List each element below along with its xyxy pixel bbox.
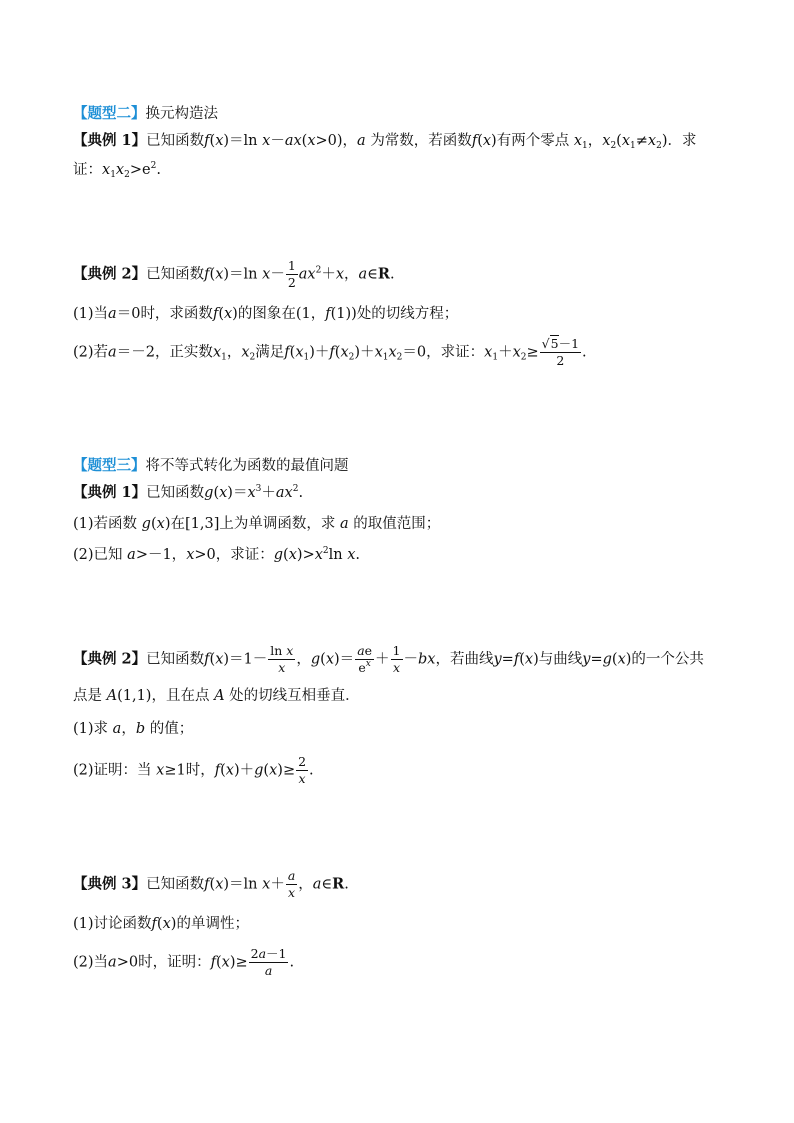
example-text: 已知函数 [146,876,205,893]
example-text: 有两个零点 [496,133,570,149]
fraction: $\frac{1}{2}$ [287,258,296,290]
example-text: 为常数，若函数 [370,133,472,149]
question-text: ，求证： [426,344,485,361]
question-text: (2)证明：当 [73,762,152,779]
s3-example2-line2: 点是 A(1,1)，且在点 A 处的切线互相垂直． [73,688,360,704]
example-text: 与曲线 [538,651,583,668]
s2-example2-line1: 【典例 2】已知函数f(x)＝ln x－ $\frac{1}{2}$ $ax^2+x$，a∈R. [73,258,395,290]
question-text: 时， [185,762,215,779]
section-bracket-open: 【 [73,105,88,122]
s3-example1-q2: (2)已知 a>－1，x>0，求证：$g(x)>x^2\ln$ x. [73,546,361,563]
example-tag: 【典例 2】 [73,265,147,283]
question-text: (2)当 [73,954,109,971]
s2-example1-line2: 证：$x_1x_2>e^2$. [73,161,161,180]
section-title: 将不等式转化为函数的最值问题 [145,458,349,474]
section-bracket-open: 【 [73,457,88,474]
s3-example2-q1: (1)求 a，b 的值； [73,721,194,737]
fraction: $\frac{a}{x}$ [287,868,296,900]
example-text: 已知函数 [146,266,205,283]
question-text: 时，求函数 [140,306,213,322]
example-tag: 【典例 2】 [73,650,147,668]
fraction: $\frac{ae}{e^x}$ [357,643,373,675]
example-text: 证： [73,162,102,178]
question-text: (1)讨论函数 [73,916,152,932]
question-text: ，求证： [215,547,274,563]
example-text: 已知函数 [146,651,205,668]
example-text: 已知函数 [146,133,205,149]
s3-example3-line1: 【典例 3】已知函数f(x)＝ln x＋ $\frac{a}{x}$ ，a∈R. [73,868,349,900]
section-title: 换元构造法 [145,106,218,122]
question-text: (1)当 [73,306,109,322]
fraction: $\frac{2}{x}$ [298,754,307,786]
question-text: (2)已知 [73,547,123,563]
section-label: 题型三 [87,457,131,474]
question-text: 的图象在 [237,306,296,322]
section-heading-type3 [73,454,349,475]
question-text: (1)求 [73,721,109,737]
s3-example2-line1: 【典例 2】已知函数f(x)＝1－ $\frac{\text{ln x}}{x}$ ，g(x)＝ $\frac{ae}{e^x}$ ＋ $\frac{1}{x}$ －bx，若曲线y=f(x)与曲线y=g(x)的一个公共 [73,643,704,675]
question-text: 处的切线方程； [356,306,459,322]
question-text: (1)若函数 [73,516,138,532]
question-text: 时，证明： [138,954,211,971]
s3-example1-q1: (1)若函数 g(x)在[1,3]上为单调函数，求 a 的取值范围； [73,516,441,532]
example-text: ，若曲线 [435,651,494,668]
fraction: $\frac{√5-1}{2}$ [541,336,580,368]
example-text: ．求 [667,133,697,149]
example-text: 的一个公共 [631,651,704,668]
s2-example1-line1: 【典例 1】已知函数f(x)＝ln x－ax(x>0)，a 为常数，若函数f(x)有两个零点 $x_1$，$x_2(x_1\ne x_2)$．求 [73,132,697,151]
s3-example2-q2: (2)证明：当 x≥1时，f(x)＋g(x)≥ $\frac{2}{x}$ . [73,754,314,786]
section-bracket-close: 】 [131,105,146,122]
example-tag: 【典例 1】 [73,484,147,501]
question-text: (2)若 [73,344,109,361]
example-tag: 【典例 3】 [73,875,147,893]
example-text: 已知函数 [146,485,205,501]
example-text: 点是 [73,688,102,704]
fraction: $\frac{\text{ln x}}{x}$ [270,643,294,675]
s2-example2-q2: (2)若a＝－2，正实数$x_1$，$x_2$满足$f(x_1)+f(x_2)+x_1x_2=0$，求证：$x_1+x_2\ge$ $\frac{√5-1}{2}$ . [73,336,587,368]
question-text: 的取值范围； [353,516,441,532]
question-text: ，正实数 [154,344,213,361]
question-text: 满足 [255,344,285,361]
s3-example1-line1: 【典例 1】已知函数$g(x)=x^3+ax^2$. [73,484,304,501]
section-bracket-close: 】 [131,457,146,474]
fraction: $\frac{1}{x}$ [392,643,401,675]
example-tag: 【典例 1】 [73,132,147,149]
fraction: $\frac{2a-1}{a}$ [250,946,287,978]
example-text: 处的切线互相垂直． [229,688,360,704]
example-text: ，且在点 [151,688,210,704]
question-text: 的单调性； [176,916,249,932]
section-label: 题型二 [87,105,131,122]
question-text: 在[1,3]上为单调函数，求 [170,516,336,532]
question-text: 的值； [149,721,194,737]
section-heading-type2 [73,102,218,123]
s3-example3-q1: (1)讨论函数f(x)的单调性； [73,916,249,932]
s3-example3-q2: (2)当a>0时，证明：f(x)≥ $\frac{2a-1}{a}$ . [73,946,295,978]
s2-example2-q1: (1)当a＝0时，求函数f(x)的图象在(1，f(1))处的切线方程； [73,306,459,322]
